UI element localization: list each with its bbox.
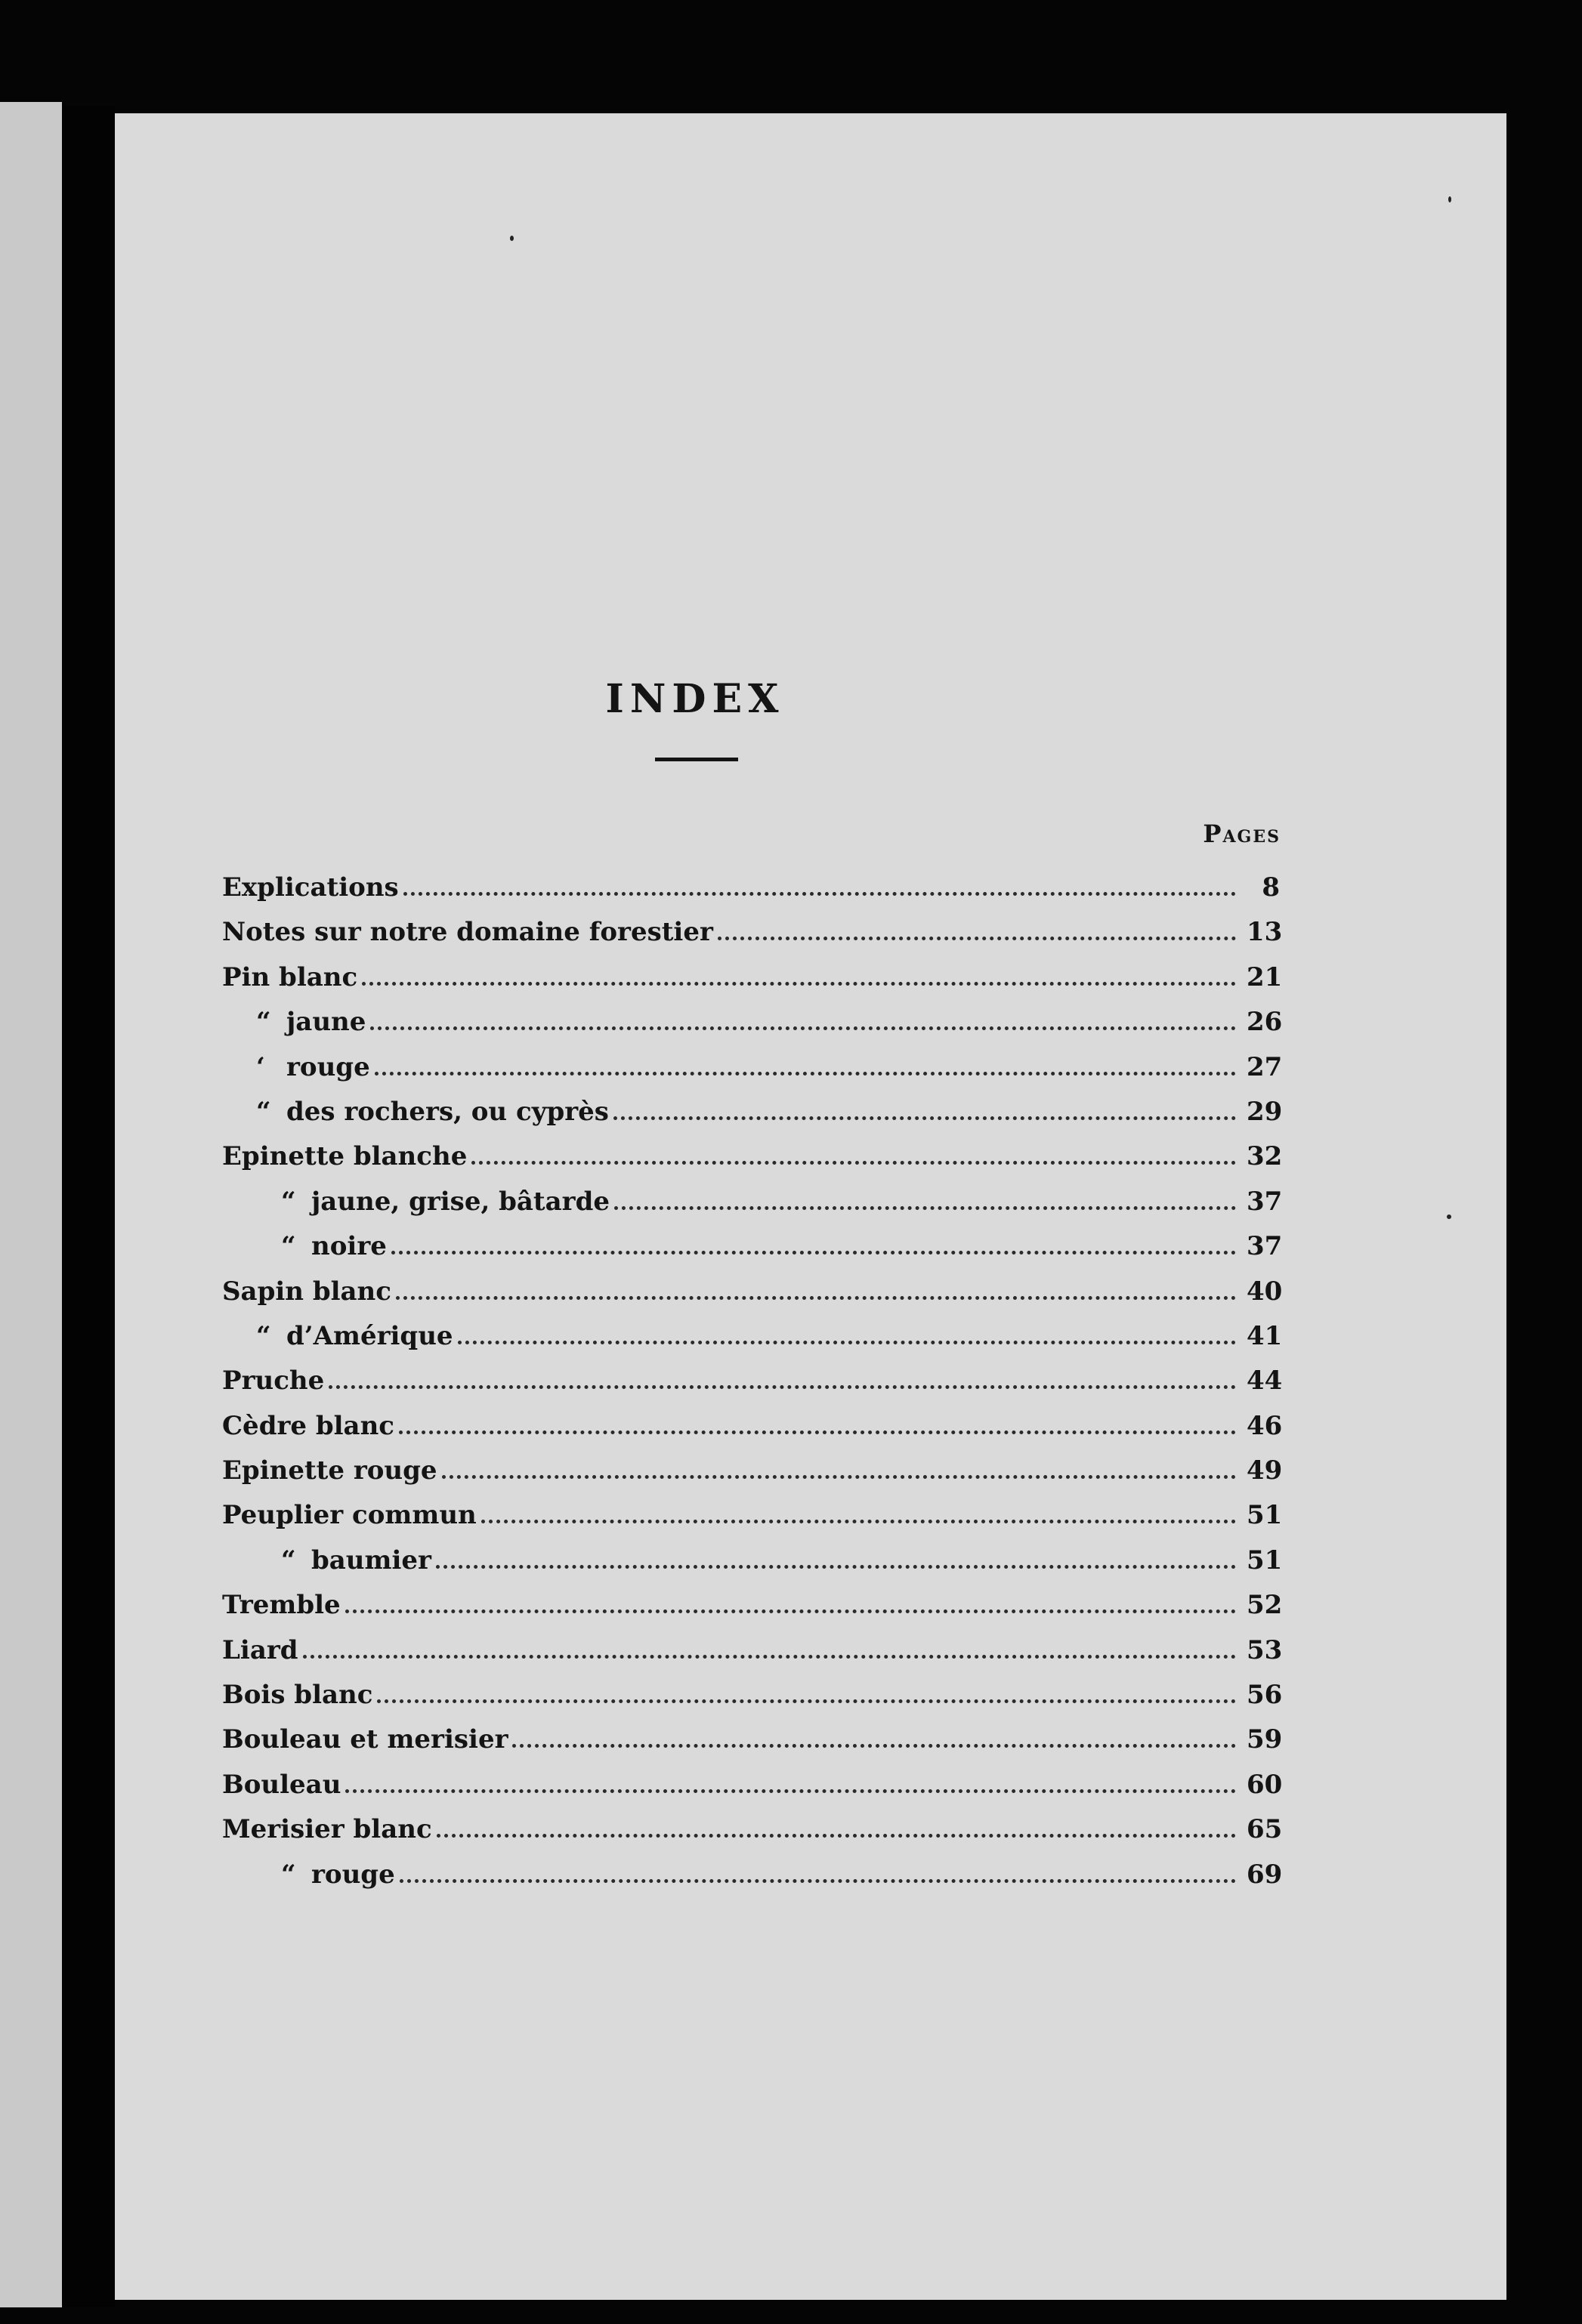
dot-leader: [613, 1116, 1236, 1120]
entry-page-number: 26: [1247, 1007, 1283, 1038]
entry-title: jaune, grise, bâtarde: [311, 1186, 610, 1217]
dot-leader: [442, 1475, 1236, 1479]
entry-page-number: 69: [1247, 1859, 1283, 1890]
dot-leader: [436, 1565, 1236, 1569]
dot-leader: [400, 1879, 1236, 1883]
dot-leader: [345, 1610, 1236, 1613]
dot-leader: [370, 1026, 1236, 1030]
entry-title: Peuplier commun: [222, 1500, 477, 1531]
entry-title: Explications: [222, 872, 399, 903]
paper-speck: [1448, 196, 1451, 202]
entry-title: rouge: [286, 1051, 370, 1082]
entry-page-number: 65: [1247, 1814, 1283, 1845]
ditto-mark: ‘: [256, 1051, 265, 1082]
entry-title: baumier: [311, 1545, 431, 1576]
index-entry: [222, 961, 1283, 1007]
index-entry: [222, 1680, 1283, 1724]
dot-leader: [377, 1699, 1236, 1703]
entry-page-number: 49: [1247, 1455, 1283, 1486]
entry-title: Cèdre blanc: [222, 1410, 394, 1441]
ditto-mark: “: [256, 1007, 271, 1038]
index-entry: [222, 917, 1283, 961]
entry-page-number: 41: [1247, 1320, 1283, 1351]
index-entry: [222, 1231, 1283, 1276]
entry-title: Notes sur notre domaine forestier: [222, 917, 713, 948]
book-gutter: [62, 106, 115, 2307]
entry-page-number: 52: [1247, 1590, 1283, 1621]
entry-title: Liard: [222, 1634, 298, 1665]
index-entry: [222, 1096, 1283, 1141]
ditto-mark: “: [281, 1545, 296, 1576]
index-entry: [222, 1545, 1283, 1590]
entry-page-number: 51: [1247, 1500, 1283, 1531]
dot-leader: [375, 1072, 1236, 1076]
entry-title: Bois blanc: [222, 1680, 373, 1711]
dot-leader: [391, 1251, 1236, 1255]
entry-page-number: 44: [1247, 1366, 1283, 1397]
dot-leader: [303, 1655, 1236, 1659]
entry-title: Pruche: [222, 1366, 325, 1397]
entry-title: Epinette rouge: [222, 1455, 437, 1486]
entry-page-number: 27: [1247, 1051, 1283, 1082]
index-entry: [222, 1724, 1283, 1769]
index-list: [222, 872, 1283, 1904]
index-entry: [222, 1186, 1283, 1231]
index-entry: [222, 1007, 1283, 1051]
dot-leader: [481, 1520, 1236, 1523]
index-page: [115, 113, 1506, 2300]
dot-leader: [718, 937, 1236, 940]
entry-title: Epinette blanche: [222, 1141, 468, 1172]
index-entry: [222, 872, 1280, 917]
entry-title: Tremble: [222, 1590, 341, 1621]
dot-leader: [471, 1161, 1236, 1165]
entry-title: Merisier blanc: [222, 1814, 432, 1845]
facing-page-edge: [0, 102, 62, 2307]
entry-page-number: 29: [1247, 1096, 1283, 1127]
title-rule: [655, 758, 738, 761]
index-entry: [222, 1455, 1283, 1500]
entry-page-number: 13: [1247, 917, 1283, 948]
entry-page-number: 60: [1247, 1769, 1283, 1800]
ditto-mark: “: [256, 1096, 271, 1127]
entry-page-number: 40: [1247, 1276, 1283, 1307]
index-entry: [222, 1500, 1283, 1545]
dot-leader: [458, 1341, 1236, 1344]
ditto-mark: “: [281, 1859, 296, 1890]
paper-speck: [1447, 1214, 1451, 1219]
paper-speck: [510, 236, 514, 241]
entry-page-number: 46: [1247, 1410, 1283, 1441]
entry-page-number: 56: [1247, 1680, 1283, 1711]
entry-page-number: 8: [1262, 872, 1280, 903]
index-entry: [222, 1769, 1283, 1814]
entry-title: Pin blanc: [222, 961, 358, 992]
index-entry: [222, 1859, 1283, 1904]
entry-title: des rochers, ou cyprès: [286, 1096, 609, 1127]
page-title: INDEX: [605, 675, 785, 722]
entry-page-number: 53: [1247, 1634, 1283, 1665]
dot-leader: [396, 1296, 1236, 1300]
entry-page-number: 37: [1247, 1231, 1283, 1262]
dot-leader: [614, 1206, 1236, 1210]
entry-title: noire: [311, 1231, 387, 1262]
index-entry: [222, 1366, 1283, 1410]
entry-page-number: 32: [1247, 1141, 1283, 1172]
index-entry: [222, 1634, 1283, 1680]
entry-page-number: 21: [1247, 961, 1283, 992]
index-entry: [222, 1320, 1283, 1366]
entry-title: Sapin blanc: [222, 1276, 391, 1307]
ditto-mark: “: [281, 1231, 296, 1262]
dot-leader: [362, 982, 1236, 986]
dot-leader: [437, 1834, 1236, 1838]
index-entry: [222, 1276, 1283, 1321]
dot-leader: [345, 1789, 1236, 1793]
index-entry: [222, 1410, 1283, 1455]
entry-page-number: 59: [1247, 1724, 1283, 1755]
entry-title: jaune: [286, 1007, 366, 1038]
entry-title: Bouleau: [222, 1769, 341, 1800]
entry-page-number: 37: [1247, 1186, 1283, 1217]
ditto-mark: “: [256, 1320, 271, 1351]
dot-leader: [329, 1385, 1236, 1389]
entry-title: Bouleau et merisier: [222, 1724, 508, 1755]
dot-leader: [512, 1744, 1236, 1748]
dot-leader: [403, 892, 1236, 896]
ditto-mark: “: [281, 1186, 296, 1217]
entry-title: rouge: [311, 1859, 395, 1890]
index-entry: [222, 1141, 1283, 1186]
entry-title: d’Amérique: [286, 1320, 453, 1351]
index-entry: [222, 1814, 1283, 1859]
index-entry: [222, 1590, 1283, 1634]
pages-column-header: Pages: [1203, 819, 1281, 848]
dot-leader: [399, 1431, 1236, 1434]
entry-page-number: 51: [1247, 1545, 1283, 1576]
index-entry: [222, 1051, 1283, 1097]
